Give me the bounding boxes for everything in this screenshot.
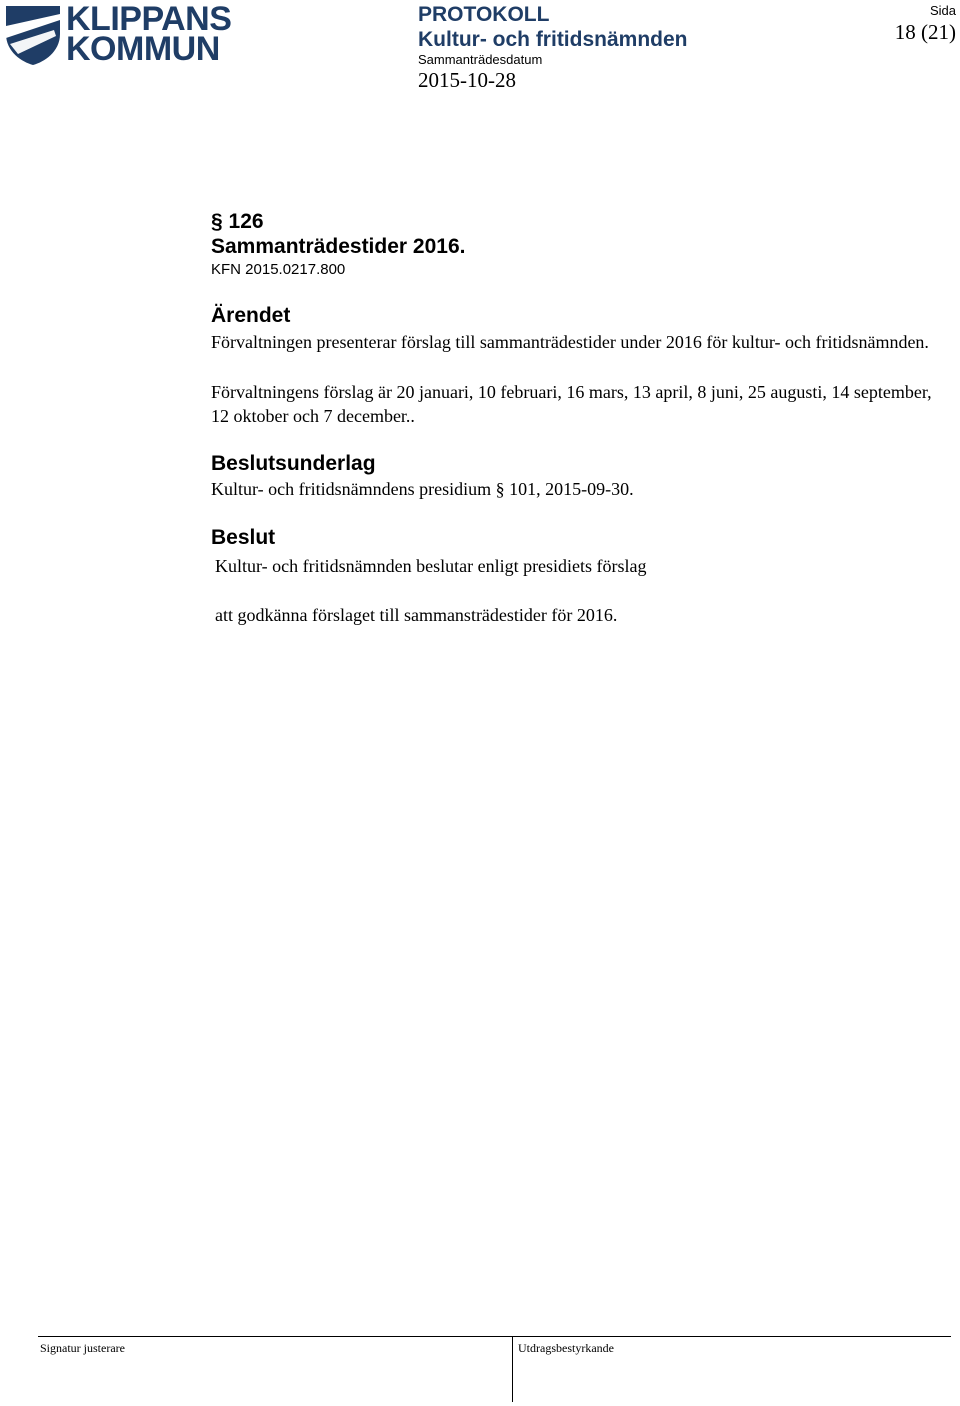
arendet-paragraph-2: Förvaltningens förslag är 20 januari, 10 februari, 16 mars, 13 april, 8 juni, 25 augusti, 14 september, 12 oktober och 7 december.. [211,382,932,426]
item-title: Sammanträdestider 2016. [211,235,466,258]
heading-beslutsunderlag: Beslutsunderlag [211,452,376,475]
beslutsunderlag-text: Kultur- och fritidsnämndens presidium § 101, 2015-09-30. [211,479,634,499]
arendet-paragraph-1: Förvaltningen presenterar förslag till sammanträdestider under 2016 för kultur- och fritidsnämnden. [211,332,929,352]
board-name: Kultur- och fritidsnämnden [418,28,688,51]
logo-line-2: KOMMUN [66,30,220,68]
page-label: Sida [929,3,956,18]
case-reference: KFN 2015.0217.800 [211,261,346,278]
beslut-paragraph-1: Kultur- och fritidsnämnden beslutar enligt presidiets förslag [215,556,647,576]
logo-line-1: KLIPPANS [66,0,232,38]
meeting-date: 2015-10-28 [418,68,516,92]
logo-wordmark [66,0,232,68]
beslut-paragraph-2: att godkänna förslaget till sammansträdestider för 2016. [215,605,618,625]
date-label: Sammanträdesdatum [418,52,543,67]
page-number: 18 (21) [894,20,956,44]
heading-arendet: Ärendet [211,304,291,327]
municipality-logo [4,0,232,68]
section-number: § 126 [211,210,264,233]
document-type: PROTOKOLL [418,3,550,26]
footer-signature-label: Signatur justerare [40,1341,125,1355]
heading-beslut: Beslut [211,526,276,549]
footer-certification-label: Utdragsbestyrkande [518,1341,614,1355]
footer-column-divider [512,1336,513,1402]
coat-of-arms-icon [4,4,62,66]
footer-divider [38,1336,951,1337]
